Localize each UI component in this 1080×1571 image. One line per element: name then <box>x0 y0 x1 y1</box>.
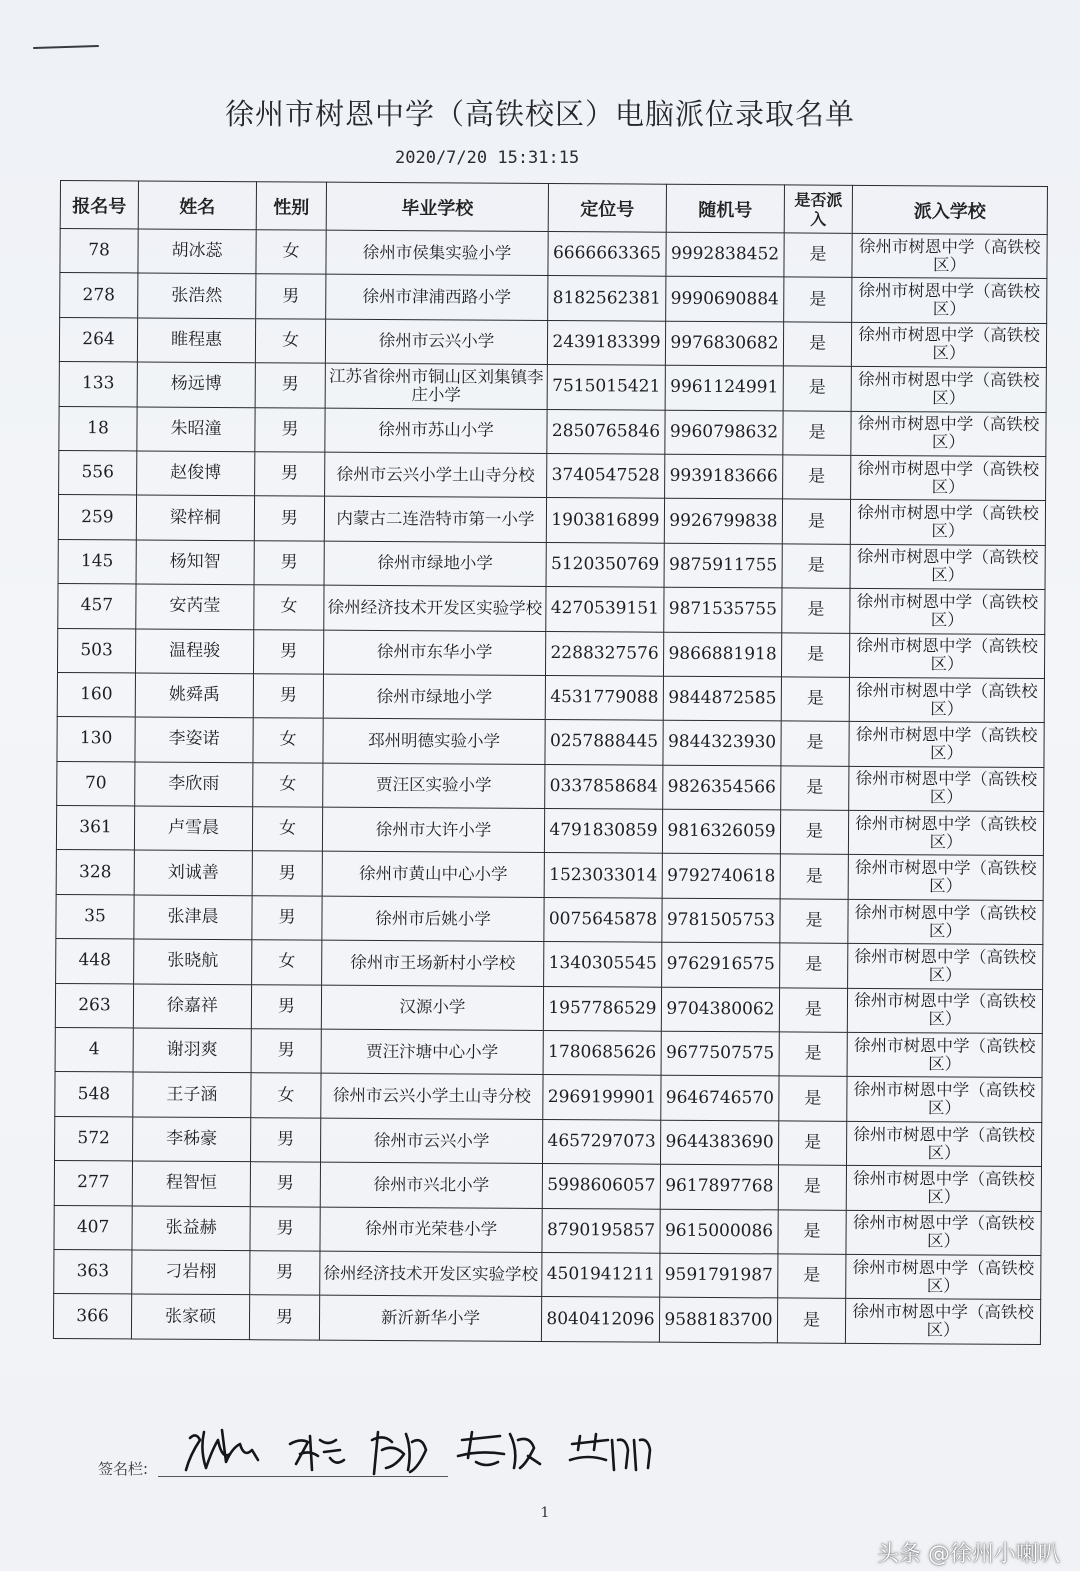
cell-pos-no: 4791830859 <box>544 809 662 854</box>
cell-school: 徐州市王场新村小学校 <box>322 940 544 986</box>
cell-pos-no: 4501941211 <box>542 1252 660 1297</box>
cell-pos-no: 6666663365 <box>548 231 666 276</box>
cell-school: 贾汪区实验小学 <box>323 763 545 809</box>
cell-name: 徐嘉祥 <box>133 984 251 1029</box>
cell-rand-no: 9992838452 <box>666 232 784 277</box>
cell-pos-no: 5120350769 <box>546 542 664 587</box>
cell-dest: 徐州市树恩中学（高铁校区） <box>845 1299 1040 1345</box>
cell-dest: 徐州市树恩中学（高铁校区） <box>852 233 1047 279</box>
cell-reg-no: 35 <box>56 894 134 939</box>
cell-rand-no: 9781505753 <box>662 898 780 943</box>
cell-dest: 徐州市树恩中学（高铁校区） <box>851 367 1046 413</box>
cell-rand-no: 9871535755 <box>664 587 782 632</box>
cell-assigned: 是 <box>783 410 851 455</box>
cell-school: 汉源小学 <box>321 985 543 1031</box>
cell-assigned: 是 <box>780 943 848 988</box>
cell-dest: 徐州市树恩中学（高铁校区） <box>846 1254 1041 1300</box>
cell-gender: 女 <box>256 230 326 275</box>
cell-dest: 徐州市树恩中学（高铁校区） <box>850 500 1045 546</box>
cell-assigned: 是 <box>778 1121 846 1166</box>
cell-name: 李姿诺 <box>135 717 253 762</box>
cell-dest: 徐州市树恩中学（高铁校区） <box>850 588 1045 634</box>
header-pos-no: 定位号 <box>548 183 666 232</box>
cell-name: 卢雪晨 <box>134 806 252 851</box>
cell-reg-no: 160 <box>57 672 135 717</box>
cell-assigned: 是 <box>779 1032 847 1077</box>
signature-label: 签名栏: <box>98 1460 149 1478</box>
document-title: 徐州市树恩中学（高铁校区）电脑派位录取名单 <box>224 97 855 131</box>
cell-name: 刘诚善 <box>134 850 252 895</box>
cell-pos-no: 1957786529 <box>543 986 661 1031</box>
cell-rand-no: 9875911755 <box>664 543 782 588</box>
cell-school: 徐州市云兴小学土山寺分校 <box>321 1074 543 1120</box>
table-row <box>55 983 1042 1033</box>
cell-name: 张津晨 <box>134 895 252 940</box>
cell-pos-no: 1780685626 <box>543 1030 661 1075</box>
table-row <box>57 672 1044 722</box>
cell-assigned: 是 <box>778 1210 846 1255</box>
table-row <box>55 1028 1042 1078</box>
cell-reg-no: 556 <box>59 450 137 495</box>
cell-assigned: 是 <box>782 499 850 544</box>
cell-rand-no: 9976830682 <box>665 321 783 366</box>
cell-pos-no: 0075645878 <box>544 897 662 942</box>
table-row <box>59 362 1046 412</box>
cell-rand-no: 9615000086 <box>660 1209 778 1254</box>
cell-name: 刁岩栩 <box>132 1250 250 1295</box>
cell-rand-no: 9844872585 <box>663 676 781 721</box>
cell-school: 徐州市侯集实验小学 <box>326 230 548 276</box>
cell-pos-no: 0257888445 <box>545 720 663 765</box>
cell-school: 徐州市津浦西路小学 <box>326 275 548 321</box>
cell-gender: 女 <box>252 940 322 985</box>
table-row <box>54 1205 1041 1255</box>
cell-assigned: 是 <box>783 455 851 500</box>
table-row <box>56 894 1043 944</box>
cell-pos-no: 2969199901 <box>543 1075 661 1120</box>
cell-name: 张浩然 <box>138 273 256 318</box>
header-gender: 性别 <box>256 182 326 230</box>
cell-school: 徐州市后姚小学 <box>322 896 544 942</box>
cell-assigned: 是 <box>780 854 848 899</box>
cell-gender: 男 <box>250 1162 320 1207</box>
cell-dest: 徐州市树恩中学（高铁校区） <box>852 278 1047 324</box>
cell-name: 李秭豪 <box>133 1117 251 1162</box>
cell-school: 徐州市云兴小学土山寺分校 <box>325 452 547 498</box>
cell-reg-no: 361 <box>56 806 134 851</box>
cell-pos-no: 5998606057 <box>542 1164 660 1209</box>
cell-gender: 男 <box>253 674 323 719</box>
table-row <box>57 761 1044 811</box>
cell-pos-no: 4270539151 <box>546 587 664 632</box>
cell-pos-no: 1903816899 <box>546 498 664 543</box>
cell-reg-no: 133 <box>59 362 137 407</box>
source-watermark: 头条 @徐州小喇叭 <box>877 1542 1060 1567</box>
cell-pos-no: 2288327576 <box>545 631 663 676</box>
cell-rand-no: 9939183666 <box>665 454 783 499</box>
cell-school: 新沂新华小学 <box>319 1295 541 1341</box>
cell-name: 温程骏 <box>135 628 253 673</box>
cell-name: 杨知智 <box>136 540 254 585</box>
cell-reg-no: 70 <box>57 761 135 806</box>
cell-rand-no: 9926799838 <box>664 499 782 544</box>
cell-dest: 徐州市树恩中学（高铁校区） <box>847 1032 1042 1078</box>
cell-pos-no: 2850765846 <box>547 409 665 454</box>
cell-gender: 男 <box>251 1029 321 1074</box>
cell-name: 张益赫 <box>132 1206 250 1251</box>
cell-gender: 男 <box>253 629 323 674</box>
cell-assigned: 是 <box>784 233 852 278</box>
cell-rand-no: 9844323930 <box>663 720 781 765</box>
cell-pos-no: 8790195857 <box>542 1208 660 1253</box>
cell-rand-no: 9990690884 <box>666 277 784 322</box>
draw-datetime: 2020/7/20 15:31:15 <box>395 148 580 168</box>
table-row <box>55 1072 1042 1122</box>
cell-assigned: 是 <box>782 588 850 633</box>
cell-pos-no: 4531779088 <box>545 675 663 720</box>
table-row <box>56 806 1043 856</box>
cell-pos-no: 3740547528 <box>547 453 665 498</box>
cell-reg-no: 145 <box>58 539 136 584</box>
cell-name: 姚舜禹 <box>135 673 253 718</box>
cell-dest: 徐州市树恩中学（高铁校区） <box>848 944 1043 990</box>
table-row <box>57 717 1044 767</box>
cell-gender: 女 <box>254 585 324 630</box>
cell-school: 徐州市兴北小学 <box>320 1162 542 1208</box>
table-row <box>60 229 1047 279</box>
cell-gender: 女 <box>253 718 323 763</box>
cell-name: 睢程惠 <box>137 318 255 363</box>
cell-school: 徐州市东华小学 <box>323 630 545 676</box>
table-row <box>56 850 1043 900</box>
cell-assigned: 是 <box>781 677 849 722</box>
cell-gender: 男 <box>252 851 322 896</box>
cell-reg-no: 4 <box>55 1028 133 1073</box>
cell-dest: 徐州市树恩中学（高铁校区） <box>849 633 1044 679</box>
cell-rand-no: 9816326059 <box>662 809 780 854</box>
cell-dest: 徐州市树恩中学（高铁校区） <box>849 677 1044 723</box>
cell-school: 徐州经济技术开发区实验学校 <box>324 585 546 631</box>
cell-name: 张家硕 <box>131 1294 249 1339</box>
header-name: 姓名 <box>138 181 256 230</box>
cell-dest: 徐州市树恩中学（高铁校区） <box>847 988 1042 1034</box>
cell-gender: 女 <box>252 807 322 852</box>
cell-pos-no: 7515015421 <box>547 365 665 410</box>
cell-name: 朱昭潼 <box>137 407 255 452</box>
cell-school: 徐州市云兴小学 <box>321 1118 543 1164</box>
header-reg-no: 报名号 <box>60 181 138 229</box>
cell-school: 徐州市大许小学 <box>322 807 544 853</box>
cell-name: 杨远博 <box>137 362 255 407</box>
cell-assigned: 是 <box>778 1165 846 1210</box>
cell-dest: 徐州市树恩中学（高铁校区） <box>846 1210 1041 1256</box>
cell-gender: 女 <box>255 318 325 363</box>
cell-reg-no: 448 <box>56 939 134 984</box>
cell-gender: 女 <box>253 762 323 807</box>
cell-school: 徐州经济技术开发区实验学校 <box>320 1251 542 1297</box>
page-number: 1 <box>540 1505 550 1521</box>
cell-reg-no: 259 <box>58 495 136 540</box>
cell-assigned: 是 <box>781 766 849 811</box>
pen-stroke-mark <box>32 42 102 52</box>
cell-pos-no: 0337858684 <box>545 764 663 809</box>
cell-assigned: 是 <box>779 988 847 1033</box>
table-row <box>53 1294 1040 1344</box>
cell-reg-no: 328 <box>56 850 134 895</box>
table-row <box>58 495 1045 545</box>
cell-school: 邳州明德实验小学 <box>323 718 545 764</box>
cell-gender: 男 <box>255 407 325 452</box>
cell-gender: 男 <box>251 1117 321 1162</box>
cell-name: 安芮莹 <box>136 584 254 629</box>
cell-reg-no: 130 <box>57 717 135 762</box>
cell-assigned: 是 <box>782 544 850 589</box>
table-row <box>59 317 1046 367</box>
cell-rand-no: 9826354566 <box>663 765 781 810</box>
table-row <box>60 273 1047 323</box>
cell-rand-no: 9866881918 <box>663 632 781 677</box>
cell-dest: 徐州市树恩中学（高铁校区） <box>851 455 1046 501</box>
cell-reg-no: 277 <box>54 1161 132 1206</box>
cell-dest: 徐州市树恩中学（高铁校区） <box>850 544 1045 590</box>
cell-reg-no: 264 <box>59 317 137 362</box>
cell-gender: 男 <box>251 984 321 1029</box>
header-rand-no: 随机号 <box>666 184 784 233</box>
cell-reg-no: 363 <box>54 1249 132 1294</box>
cell-dest: 徐州市树恩中学（高铁校区） <box>848 810 1043 856</box>
cell-gender: 男 <box>252 896 322 941</box>
cell-school: 徐州市云兴小学 <box>325 319 547 365</box>
cell-reg-no: 572 <box>55 1116 133 1161</box>
cell-gender: 男 <box>255 363 325 408</box>
cell-assigned: 是 <box>778 1254 846 1299</box>
cell-rand-no: 9644383690 <box>660 1120 778 1165</box>
table-row <box>55 1116 1042 1166</box>
cell-reg-no: 548 <box>55 1072 133 1117</box>
cell-reg-no: 407 <box>54 1205 132 1250</box>
cell-school: 内蒙古二连浩特市第一小学 <box>324 496 546 542</box>
cell-name: 梁梓桐 <box>136 495 254 540</box>
cell-dest: 徐州市树恩中学（高铁校区） <box>848 899 1043 945</box>
cell-gender: 男 <box>256 274 326 319</box>
cell-reg-no: 78 <box>60 229 138 274</box>
cell-assigned: 是 <box>783 322 851 367</box>
cell-reg-no: 366 <box>53 1294 131 1339</box>
cell-pos-no: 2439183399 <box>547 320 665 365</box>
cell-reg-no: 18 <box>59 406 137 451</box>
cell-dest: 徐州市树恩中学（高铁校区） <box>848 855 1043 901</box>
cell-pos-no: 1523033014 <box>544 853 662 898</box>
cell-rand-no: 9762916575 <box>662 942 780 987</box>
cell-gender: 男 <box>255 452 325 497</box>
table-row <box>54 1249 1041 1299</box>
admission-table <box>53 180 1048 1345</box>
header-assigned: 是否派入 <box>784 185 852 233</box>
table-row <box>56 939 1043 989</box>
cell-reg-no: 457 <box>58 584 136 629</box>
cell-rand-no: 9704380062 <box>661 987 779 1032</box>
cell-gender: 女 <box>251 1073 321 1118</box>
cell-dest: 徐州市树恩中学（高铁校区） <box>851 322 1046 368</box>
cell-assigned: 是 <box>777 1298 845 1343</box>
cell-dest: 徐州市树恩中学（高铁校区） <box>851 411 1046 457</box>
cell-rand-no: 9617897768 <box>660 1164 778 1209</box>
cell-assigned: 是 <box>781 721 849 766</box>
cell-rand-no: 9588183700 <box>659 1298 777 1343</box>
table-row <box>54 1161 1041 1211</box>
cell-school: 徐州市苏山小学 <box>325 408 547 454</box>
cell-pos-no: 8182562381 <box>548 276 666 321</box>
cell-dest: 徐州市树恩中学（高铁校区） <box>849 766 1044 812</box>
table-row <box>59 450 1046 500</box>
cell-assigned: 是 <box>783 366 851 411</box>
cell-gender: 男 <box>249 1295 319 1340</box>
cell-assigned: 是 <box>779 1076 847 1121</box>
table-row <box>59 406 1046 456</box>
cell-assigned: 是 <box>784 277 852 322</box>
cell-dest: 徐州市树恩中学（高铁校区） <box>847 1077 1042 1123</box>
header-dest: 派入学校 <box>852 185 1047 234</box>
cell-assigned: 是 <box>780 899 848 944</box>
cell-rand-no: 9677507575 <box>661 1031 779 1076</box>
cell-school: 徐州市绿地小学 <box>324 541 546 587</box>
cell-rand-no: 9961124991 <box>665 365 783 410</box>
cell-gender: 男 <box>254 540 324 585</box>
handwritten-signatures <box>160 1410 700 1490</box>
cell-rand-no: 9792740618 <box>662 854 780 899</box>
header-school: 毕业学校 <box>326 182 548 231</box>
cell-dest: 徐州市树恩中学（高铁校区） <box>846 1121 1041 1167</box>
cell-school: 贾汪汴塘中心小学 <box>321 1029 543 1075</box>
cell-name: 李欣雨 <box>135 762 253 807</box>
cell-reg-no: 278 <box>60 273 138 318</box>
cell-reg-no: 263 <box>55 983 133 1028</box>
cell-gender: 男 <box>254 496 324 541</box>
cell-assigned: 是 <box>780 810 848 855</box>
cell-pos-no: 8040412096 <box>541 1297 659 1342</box>
cell-school: 江苏省徐州市铜山区刘集镇李庄小学 <box>325 363 547 409</box>
cell-school: 徐州市黄山中心小学 <box>322 852 544 898</box>
cell-name: 王子涵 <box>133 1072 251 1117</box>
table-row <box>58 584 1045 634</box>
cell-reg-no: 503 <box>57 628 135 673</box>
table-header-row <box>60 181 1047 235</box>
cell-name: 胡冰蕊 <box>138 229 256 274</box>
cell-rand-no: 9591791987 <box>660 1253 778 1298</box>
cell-dest: 徐州市树恩中学（高铁校区） <box>849 722 1044 768</box>
table-row <box>58 539 1045 589</box>
table-body <box>53 229 1047 1345</box>
cell-school: 徐州市绿地小学 <box>323 674 545 720</box>
cell-rand-no: 9646746570 <box>661 1076 779 1121</box>
cell-name: 程智恒 <box>132 1161 250 1206</box>
table-row <box>57 628 1044 678</box>
cell-assigned: 是 <box>781 632 849 677</box>
cell-name: 张晓航 <box>134 939 252 984</box>
cell-school: 徐州市光荣巷小学 <box>320 1207 542 1253</box>
cell-rand-no: 9960798632 <box>665 410 783 455</box>
cell-pos-no: 1340305545 <box>544 942 662 987</box>
cell-name: 谢羽爽 <box>133 1028 251 1073</box>
cell-gender: 男 <box>250 1251 320 1296</box>
cell-name: 赵俊博 <box>137 451 255 496</box>
cell-gender: 男 <box>250 1206 320 1251</box>
cell-pos-no: 4657297073 <box>543 1119 661 1164</box>
cell-dest: 徐州市树恩中学（高铁校区） <box>846 1166 1041 1212</box>
